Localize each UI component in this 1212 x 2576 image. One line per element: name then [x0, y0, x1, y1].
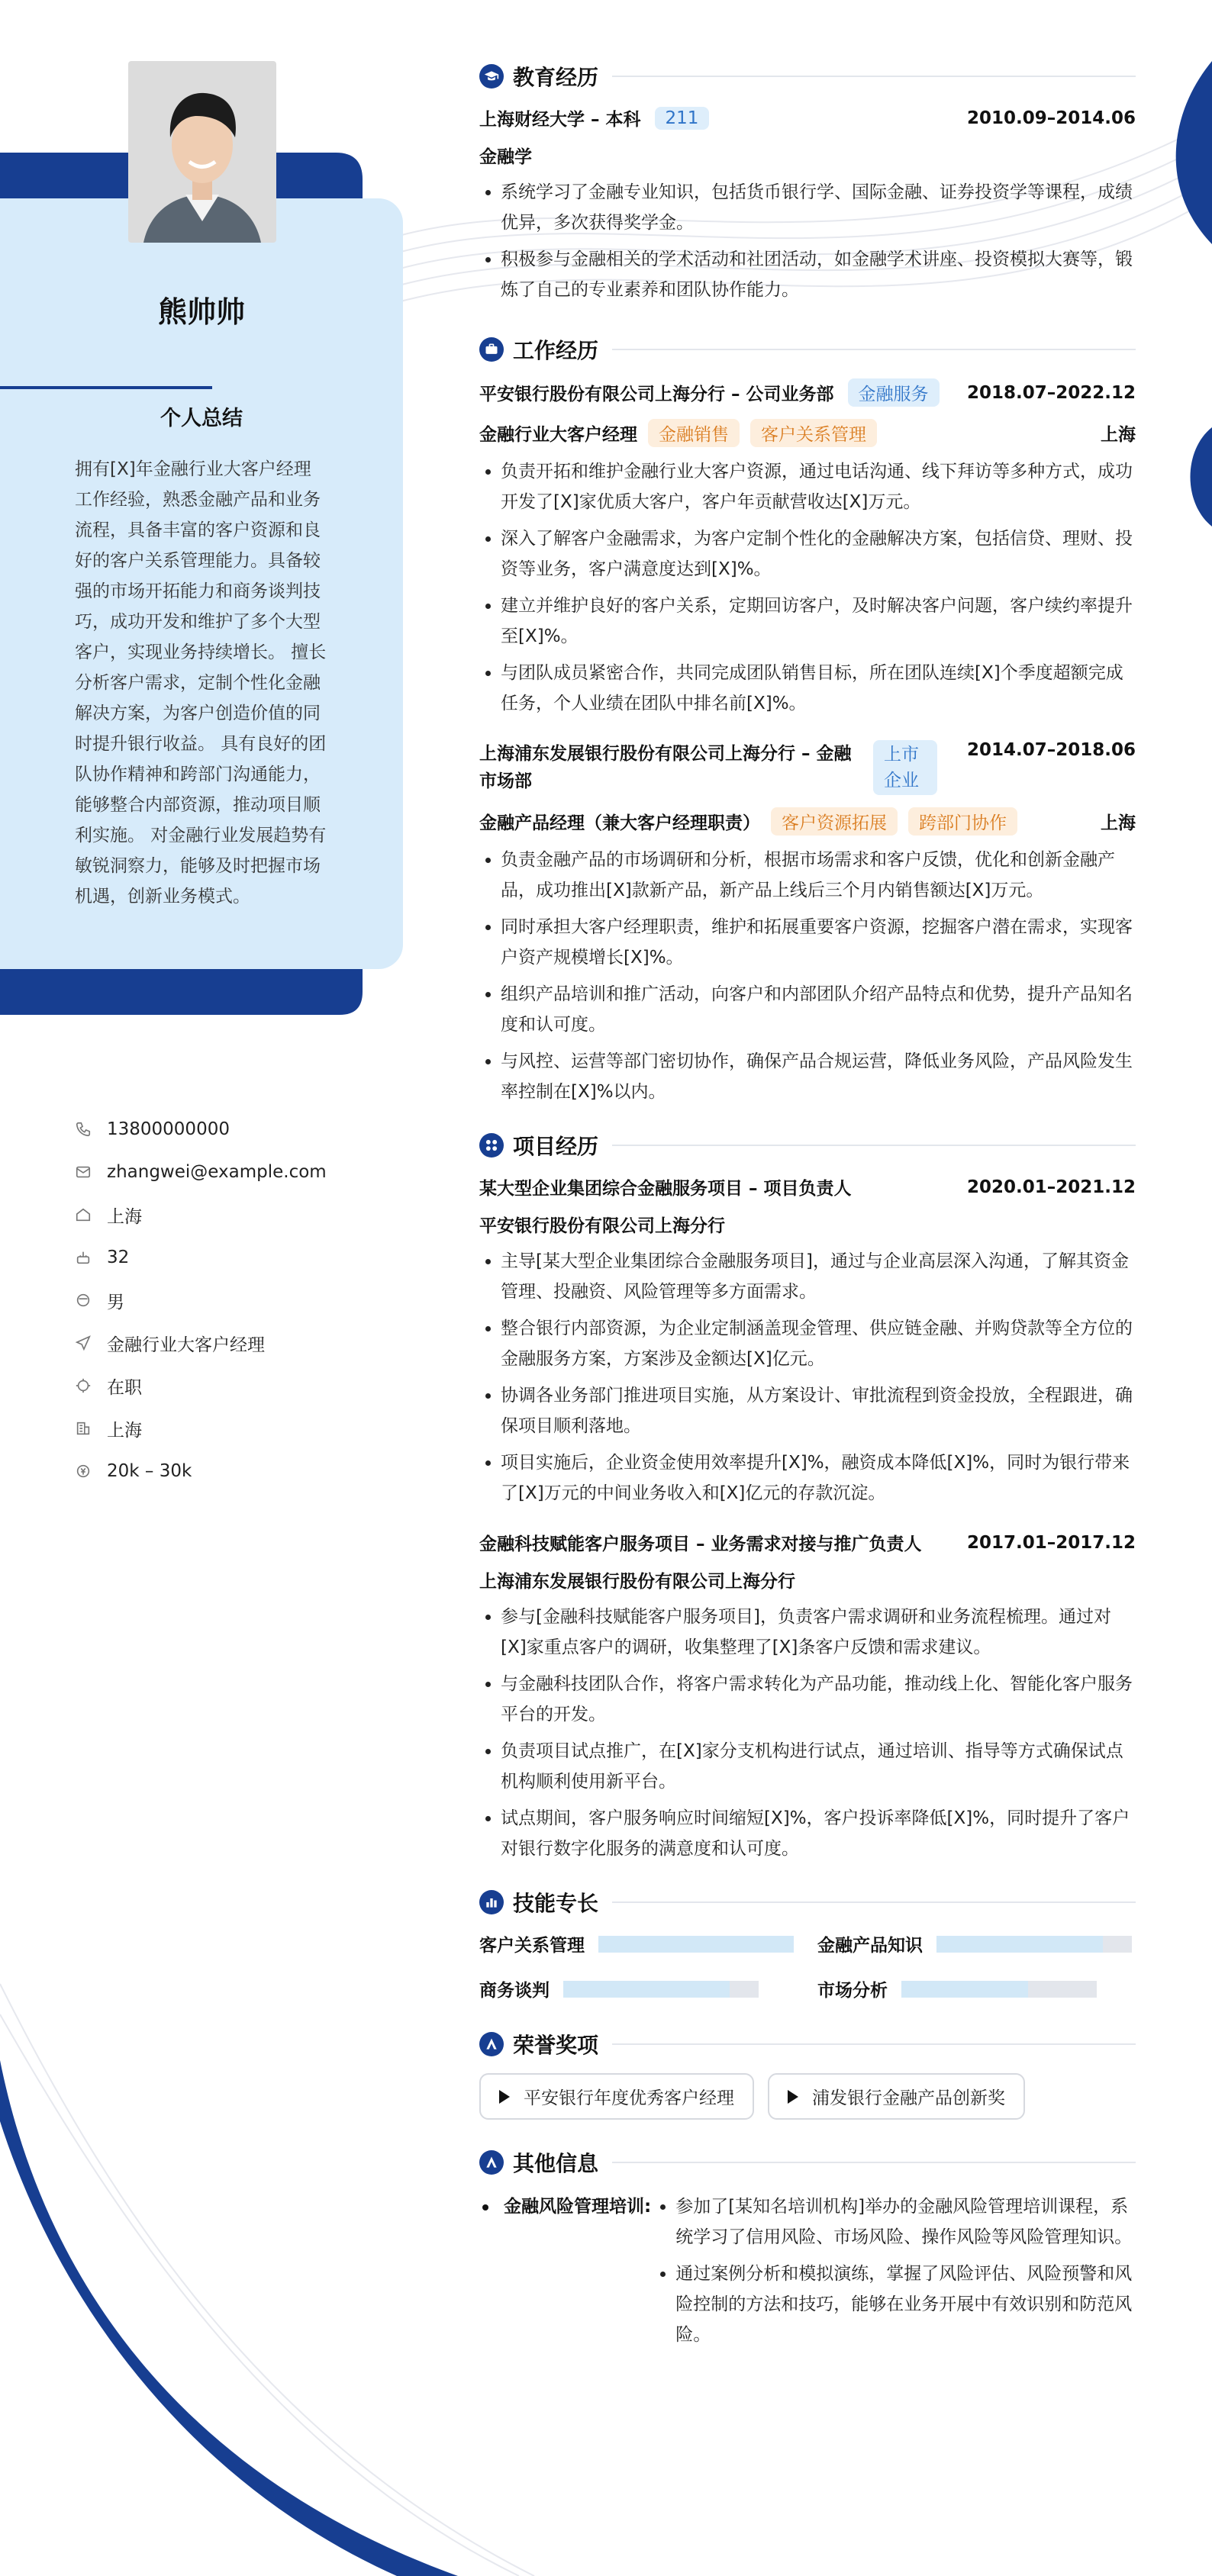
skill-tag: 客户关系管理 [750, 419, 877, 447]
project-name: 金融科技赋能客户服务项目 – 业务需求对接与推广负责人 [479, 1534, 922, 1554]
person-name: 熊帅帅 [157, 295, 245, 329]
school-name: 上海财经大学 – 本科 [479, 110, 641, 130]
industry-tag: 金融服务 [848, 378, 940, 407]
job-bullets [479, 845, 1136, 1107]
skills-grid [479, 1931, 1136, 2001]
contact-text: 13800000000 [107, 1119, 230, 1139]
status-icon [75, 1377, 107, 1394]
project-name: 某大型企业集团综合金融服务项目 – 项目负责人 [479, 1179, 852, 1199]
company-name: 上海浦东发展银行股份有限公司上海分行 – 金融市场部 [479, 744, 852, 791]
list-item: • 负责金融产品的市场调研和分析，根据市场需求和客户反馈，优化和创新金融产品，成功推出[X]款新产品，新产品上线后三个月内销售额达[X]万元。 [501, 845, 1136, 906]
project-org: 上海浦东发展银行股份有限公司上海分行 [479, 1572, 795, 1592]
skill-name: 金融产品知识 [817, 1936, 923, 1956]
list-item: • 协调各业务部门推进项目实施，从方案设计、审批流程到资金投放，全程跟进，确保项目顺利落地。 [501, 1380, 1136, 1441]
list-item: • 参与[金融科技赋能客户服务项目]，负责客户需求调研和业务流程梳理。通过对[X]家重点客户的调研，收集整理了[X]条客户反馈和需求建议。 [501, 1602, 1136, 1663]
section-header [479, 2146, 1136, 2179]
job-header-row [479, 378, 1136, 407]
salary-icon [75, 1463, 107, 1480]
position-row [479, 807, 1136, 836]
list-item: • 系统学习了金融专业知识，包括货币银行学、国际金融、证券投资学等课程，成绩优异，多次获得奖学金。 [501, 177, 1136, 238]
school-tag: 211 [655, 107, 710, 130]
skill-fill [901, 1981, 1028, 1998]
section-title: 其他信息 [513, 2151, 599, 2176]
other-label: 金融风险管理培训: [479, 2191, 651, 2356]
contact-home [75, 1193, 380, 1236]
list-item: • 试点期间，客户服务响应时间缩短[X]%，客户投诉率降低[X]%，同时提升了客户对银行数字化服务的满意度和认可度。 [501, 1803, 1136, 1864]
section-title: 荣誉奖项 [513, 2033, 599, 2058]
skill-bar [901, 1981, 1097, 1998]
position-title: 金融行业大客户经理 [479, 425, 637, 445]
award-item [768, 2073, 1025, 2120]
contact-text: 20k – 30k [107, 1461, 192, 1481]
skill-name: 客户关系管理 [479, 1936, 585, 1956]
date-range: 2010.09–2014.06 [966, 108, 1136, 128]
list-item: • 建立并维护良好的客户关系，定期回访客户，及时解决客户问题，客户续约率提升至[X]%。 [501, 591, 1136, 652]
project-header-row [479, 1530, 1136, 1555]
list-item: • 与风控、运营等部门密切协作，确保产品合规运营，降低业务风险，产品风险发生率控制在[X]%以内。 [501, 1046, 1136, 1107]
project-entry [479, 1174, 1136, 1509]
skill-item [817, 1976, 1136, 2001]
info-icon [479, 2150, 504, 2175]
job-bullets [479, 456, 1136, 719]
list-item: • 与金融科技团队合作，将客户需求转化为产品功能，推动线上化、智能化客户服务平台的开发。 [501, 1669, 1136, 1730]
awards-section [479, 2027, 1136, 2120]
skill-item [479, 1931, 798, 1956]
date-range: 2017.01–2017.12 [966, 1532, 1136, 1553]
skill-name: 市场分析 [817, 1981, 888, 2001]
list-item: • 整合银行内部资源，为企业定制涵盖现金管理、供应链金融、并购贷款等全方位的金融服务方案，方案涉及金额达[X]亿元。 [501, 1313, 1136, 1374]
section-header [479, 1129, 1136, 1162]
contact-text: 32 [107, 1248, 130, 1267]
skill-fill [598, 1936, 794, 1953]
work-section [479, 333, 1136, 1107]
award-item [479, 2073, 754, 2120]
skill-fill [563, 1981, 730, 1998]
section-header [479, 2027, 1136, 2061]
contact-text: 金融行业大客户经理 [107, 1335, 265, 1355]
bar-chart-icon [479, 1890, 504, 1914]
briefcase-icon [479, 337, 504, 362]
position-title: 金融产品经理（兼大客户经理职责） [479, 813, 760, 833]
section-divider [612, 2043, 1136, 2045]
award-label: 浦发银行金融产品创新奖 [812, 2088, 1005, 2108]
list-item: • 组织产品培训和推广活动，向客户和内部团队介绍产品特点和优势，提升产品知名度和认可度。 [501, 979, 1136, 1040]
industry-tag: 上市企业 [873, 740, 937, 795]
skill-bar [563, 1981, 759, 1998]
list-item: • 深入了解客户金融需求，为客户定制个性化的金融解决方案，包括信贷、理财、投资等业务，客户满意度达到[X]%。 [501, 523, 1136, 584]
contact-status [75, 1364, 380, 1407]
phone-icon [75, 1121, 107, 1138]
other-bullets [651, 2191, 1136, 2356]
summary-text: 拥有[X]年金融行业大客户经理工作经验，熟悉金融产品和业务流程，具备丰富的客户资源和良好的客户关系管理能力。具备较强的市场开拓能力和商务谈判技巧，成功开发和维护了多个大型客户，实现业务持续增长。 擅长分析客户需求，定制个性化金融解决方案，为客户创造价值的同时提升银行收益。 具有良好的团队协作精神和跨部门沟通能力，能够整合内部资源，推动项目顺利实施。 对金融行业发展趋势有敏锐洞察力，能够及时把握市场机遇，创新业务模式。 [75, 459, 327, 906]
date-range: 2018.07–2022.12 [966, 382, 1136, 403]
skill-name: 商务谈判 [479, 1981, 550, 2001]
triangle-icon [788, 2090, 798, 2104]
projects-section [479, 1129, 1136, 1864]
section-title: 项目经历 [513, 1134, 599, 1159]
grid-icon [479, 1133, 504, 1158]
contact-salary [75, 1450, 380, 1492]
skill-item [817, 1931, 1136, 1956]
section-divider [612, 1901, 1136, 1903]
contact-text: 上海 [107, 1420, 142, 1441]
job-entry [479, 378, 1136, 719]
list-item: • 通过案例分析和模拟演练，掌握了风险评估、风险预警和风险控制的方法和技巧，能够在业务开展中有效识别和防范风险。 [675, 2259, 1136, 2350]
avatar [128, 61, 276, 243]
gender-icon [75, 1292, 107, 1309]
section-divider [612, 76, 1136, 77]
contact-gender [75, 1279, 380, 1322]
project-header-row [479, 1174, 1136, 1199]
job-city: 上海 [1101, 425, 1136, 445]
other-section [479, 2146, 1136, 2356]
awards-list [479, 2073, 1136, 2120]
summary-title: 个人总结 [160, 407, 243, 430]
project-org: 平安银行股份有限公司上海分行 [479, 1216, 725, 1236]
skill-fill [936, 1936, 1103, 1953]
summary-divider [0, 386, 212, 389]
contact-target-role [75, 1322, 380, 1364]
job-entry [479, 740, 1136, 1107]
section-divider [612, 1145, 1136, 1146]
contact-text: 在职 [107, 1377, 142, 1398]
education-section [479, 60, 1136, 305]
section-header [479, 1885, 1136, 1919]
skill-bar [936, 1936, 1132, 1953]
date-range: 2020.01–2021.12 [966, 1177, 1136, 1197]
skill-item [479, 1976, 798, 2001]
section-title: 技能专长 [513, 1891, 599, 1916]
skill-tag: 跨部门协作 [908, 807, 1017, 836]
list-item: • 与团队成员紧密合作，共同完成团队销售目标，所在团队连续[X]个季度超额完成任务，个人业绩在团队中排名前[X]%。 [501, 658, 1136, 719]
major: 金融学 [479, 147, 532, 167]
list-item: • 积极参与金融相关的学术活动和社团活动，如金融学术讲座、投资模拟大赛等，锻炼了自己的专业素养和团队协作能力。 [501, 244, 1136, 305]
section-title: 工作经历 [513, 338, 599, 363]
contact-text: 上海 [107, 1206, 142, 1227]
date-range: 2014.07–2018.06 [966, 740, 1136, 760]
cake-icon [75, 1249, 107, 1266]
job-city: 上海 [1101, 813, 1136, 833]
list-item: • 项目实施后，企业资金使用效率提升[X]%，融资成本降低[X]%，同时为银行带来了[X]万元的中间业务收入和[X]亿元的存款沉淀。 [501, 1447, 1136, 1509]
company-name: 平安银行股份有限公司上海分行 – 公司业务部 [479, 385, 834, 404]
education-bullets [479, 177, 1136, 305]
section-header [479, 60, 1136, 93]
email-icon [75, 1164, 107, 1180]
list-item: • 参加了[某知名培训机构]举办的金融风险管理培训课程，系统学习了信用风险、市场风险、操作风险等风险管理知识。 [675, 2191, 1136, 2252]
other-item [479, 2191, 1136, 2356]
list-item: • 同时承担大客户经理职责，维护和拓展重要客户资源，挖掘客户潜在需求，实现客户资产规模增长[X]%。 [501, 912, 1136, 973]
section-header [479, 333, 1136, 366]
section-divider [612, 349, 1136, 350]
section-title: 教育经历 [513, 65, 599, 90]
building-icon [75, 1420, 107, 1437]
section-divider [612, 2162, 1136, 2163]
project-bullets [479, 1602, 1136, 1864]
home-icon [75, 1206, 107, 1223]
job-header-row [479, 740, 1136, 795]
main-content [479, 60, 1136, 2356]
education-header-row [479, 105, 1136, 130]
send-icon [75, 1335, 107, 1351]
contact-email [75, 1151, 380, 1193]
skill-tag: 金融销售 [648, 419, 740, 447]
contact-text: 男 [107, 1292, 124, 1312]
list-item: • 主导[某大型企业集团综合金融服务项目]，通过与企业高层深入沟通，了解其资金管理、投融资、风险管理等多方面需求。 [501, 1246, 1136, 1307]
graduation-cap-icon [479, 64, 504, 89]
contact-text: zhangwei@example.com [107, 1162, 327, 1182]
award-icon [479, 2032, 504, 2056]
triangle-icon [499, 2090, 510, 2104]
position-row [479, 419, 1136, 447]
contact-list [75, 1108, 380, 1492]
skills-section [479, 1885, 1136, 2001]
contact-city [75, 1407, 380, 1450]
list-item: • 负责开拓和维护金融行业大客户资源，通过电话沟通、线下拜访等多种方式，成功开发了[X]家优质大客户，客户年贡献营收达[X]万元。 [501, 456, 1136, 517]
contact-age [75, 1236, 380, 1279]
list-item: • 负责项目试点推广，在[X]家分支机构进行试点，通过培训、指导等方式确保试点机构顺利使用新平台。 [501, 1736, 1136, 1797]
project-bullets [479, 1246, 1136, 1509]
skill-tag: 客户资源拓展 [771, 807, 898, 836]
skill-bar [598, 1936, 794, 1953]
contact-phone [75, 1108, 380, 1151]
project-entry [479, 1530, 1136, 1864]
award-label: 平安银行年度优秀客户经理 [524, 2088, 734, 2108]
